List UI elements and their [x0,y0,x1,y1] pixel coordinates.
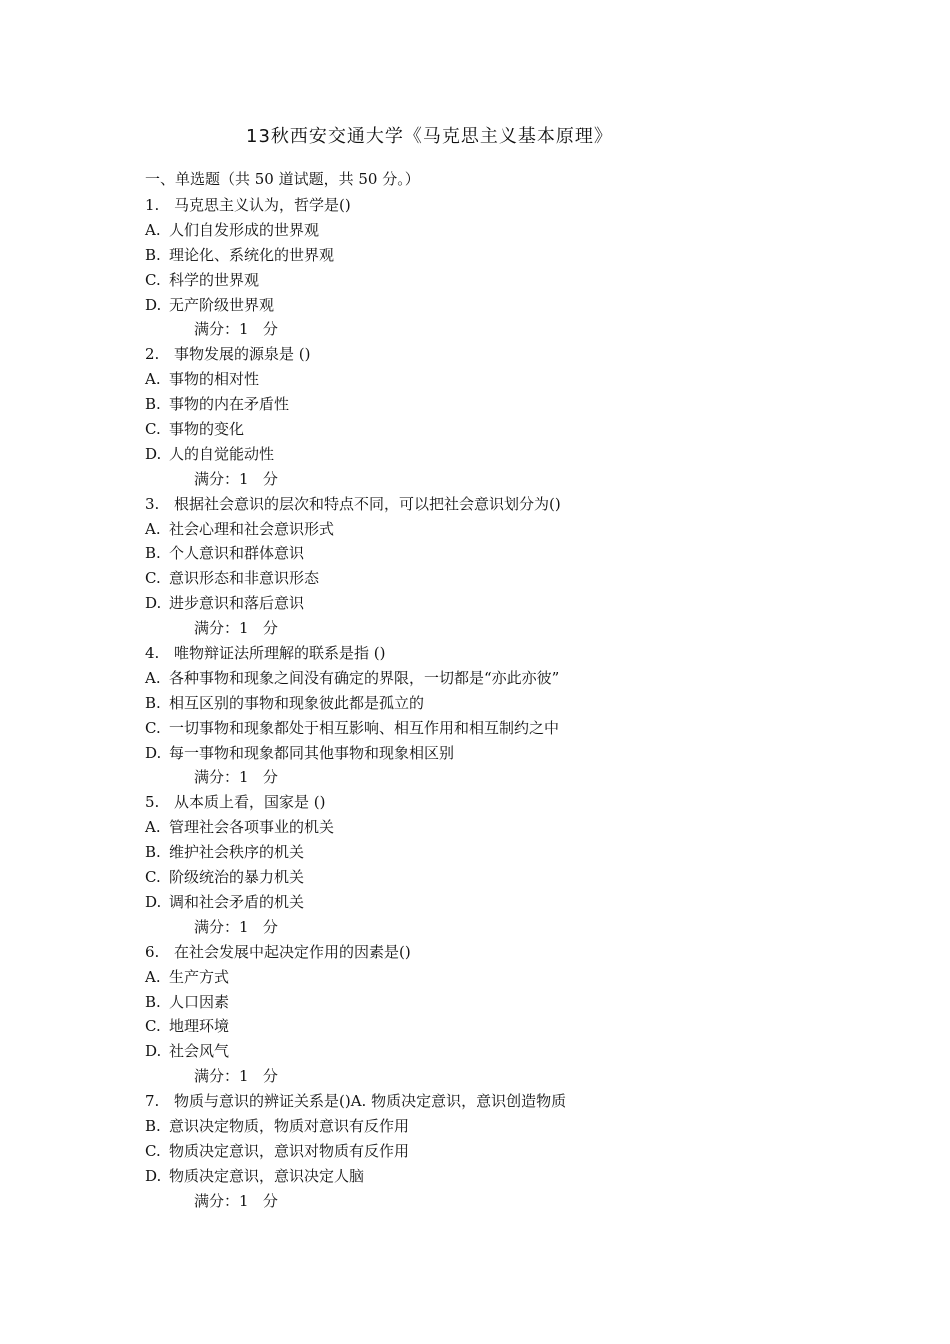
question-item [145,193,865,342]
answer-option [145,591,865,616]
option-letter: C. [145,270,161,289]
option-letter: B. [145,544,161,563]
option-text: 事物的变化 [169,420,245,439]
option-letter: C. [145,718,161,737]
option-letter: A. [145,668,161,687]
option-text: 理论化、系统化的世界观 [169,245,335,264]
option-letter: B. [145,992,161,1011]
question-list [145,193,865,1214]
answer-option [145,218,865,243]
answer-option [145,840,865,865]
option-text: 个人意识和群体意识 [169,544,305,563]
question-stem [145,492,865,517]
question-score [145,1064,865,1089]
option-text: 社会风气 [169,1042,230,1061]
answer-option [145,243,865,268]
answer-option [145,815,865,840]
question-stem [145,641,865,666]
option-letter: A. [145,967,161,986]
question-item [145,790,865,939]
question-item [145,342,865,491]
score-label: 满分： [194,768,240,787]
option-text: 意识决定物质，物质对意识有反作用 [169,1116,410,1135]
option-text: 社会心理和社会意识形式 [169,519,335,538]
option-letter: D. [145,1166,162,1185]
question-stem [145,1089,865,1114]
option-text: 意识形态和非意识形态 [169,569,320,588]
score-value: 1 [239,1191,249,1210]
score-label: 满分： [194,469,240,488]
answer-option [145,392,865,417]
score-label: 满分： [194,917,240,936]
option-letter: C. [145,1017,161,1036]
question-score [145,765,865,790]
answer-option [145,1014,865,1039]
option-text: 事物的内在矛盾性 [169,395,290,414]
option-text: 一切事物和现象都处于相互影响、相互作用和相互制约之中 [169,718,560,737]
option-letter: C. [145,420,161,439]
question-number: 1. [145,196,160,214]
option-letter: A. [145,519,161,538]
question-number: 7. [145,1092,160,1111]
answer-option [145,1164,865,1189]
question-stem [145,790,865,815]
option-text: 相互区别的事物和现象彼此都是孤立的 [169,693,425,712]
option-letter: D. [145,1042,162,1061]
option-letter: A. [145,220,161,239]
question-text: 事物发展的源泉是 () [174,345,311,364]
score-unit: 分 [262,619,278,638]
score-value: 1 [239,469,249,488]
option-text: 人口因素 [169,992,230,1011]
question-number: 2. [145,345,160,364]
option-text: 事物的相对性 [169,370,260,389]
answer-option [145,417,865,442]
option-letter: A. [145,818,161,837]
score-unit: 分 [262,1191,278,1210]
answer-option [145,566,865,591]
question-text: 从本质上看，国家是 () [174,793,326,812]
option-letter: B. [145,693,161,712]
option-text: 生产方式 [169,967,230,986]
answer-option [145,517,865,542]
option-text: 各种事物和现象之间没有确定的界限，一切都是“亦此亦彼” [169,668,560,687]
option-text: 管理社会各项事业的机关 [169,818,335,837]
option-letter: B. [145,1116,161,1135]
answer-option [145,268,865,293]
question-score [145,616,865,641]
answer-option [145,990,865,1015]
score-value: 1 [239,619,249,638]
score-unit: 分 [262,768,278,787]
document-title: 13秋西安交通大学《马克思主义基本原理》 [246,126,613,147]
option-letter: A. [145,370,161,389]
question-item [145,641,865,790]
answer-option [145,890,865,915]
question-number: 6. [145,942,160,961]
option-text: 人的自觉能动性 [169,444,275,463]
answer-option [145,865,865,890]
question-item [145,492,865,641]
option-text: 调和社会矛盾的机关 [169,892,305,911]
option-letter: D. [145,594,162,613]
answer-option [145,1039,865,1064]
answer-option [145,442,865,467]
answer-option [145,367,865,392]
answer-option [145,666,865,691]
score-label: 满分： [194,320,240,339]
answer-option [145,1139,865,1164]
option-text: 人们自发形成的世界观 [169,220,320,239]
option-letter: D. [145,444,162,463]
question-text: 唯物辩证法所理解的联系是指 () [174,644,386,663]
option-letter: C. [145,868,161,887]
option-letter: D. [145,295,162,314]
question-item [145,1089,865,1213]
answer-option [145,716,865,741]
option-text: 物质决定意识，意识决定人脑 [169,1166,365,1185]
answer-option [145,965,865,990]
question-score [145,317,865,342]
score-label: 满分： [194,619,240,638]
answer-option [145,1114,865,1139]
score-value: 1 [239,917,249,936]
option-text: 进步意识和落后意识 [169,594,305,613]
score-label: 满分： [194,1067,240,1086]
question-stem [145,940,865,965]
option-letter: D. [145,892,162,911]
score-unit: 分 [262,320,278,339]
score-value: 1 [239,1067,249,1086]
option-text: 物质决定意识，意识对物质有反作用 [169,1141,410,1160]
option-letter: B. [145,843,161,862]
score-value: 1 [239,768,249,787]
question-text: 在社会发展中起决定作用的因素是() [174,942,411,961]
score-unit: 分 [262,1067,278,1086]
question-score [145,467,865,492]
option-text: 阶级统治的暴力机关 [169,868,305,887]
question-score [145,1189,865,1214]
score-label: 满分： [194,1191,240,1210]
score-unit: 分 [262,917,278,936]
answer-option [145,293,865,318]
answer-option [145,741,865,766]
option-text: 每一事物和现象都同其他事物和现象相区别 [169,743,455,762]
question-score [145,915,865,940]
question-text: 物质与意识的辨证关系是()A. 物质决定意识，意识创造物质 [174,1092,567,1111]
question-text: 马克思主义认为，哲学是() [174,196,351,214]
question-text: 根据社会意识的层次和特点不同，可以把社会意识划分为() [174,494,561,513]
option-text: 无产阶级世界观 [169,295,275,314]
score-unit: 分 [262,469,278,488]
question-stem [145,342,865,367]
answer-option [145,541,865,566]
answer-option [145,691,865,716]
option-text: 维护社会秩序的机关 [169,843,305,862]
section-header: 一、单选题（共 50 道试题，共 50 分。） [145,170,420,188]
option-letter: C. [145,1141,161,1160]
option-letter: C. [145,569,161,588]
question-number: 4. [145,644,160,663]
option-letter: B. [145,245,161,264]
question-number: 3. [145,494,160,513]
score-value: 1 [239,320,249,339]
option-text: 地理环境 [169,1017,230,1036]
question-number: 5. [145,793,160,812]
question-stem [145,193,865,218]
option-letter: B. [145,395,161,414]
question-item [145,940,865,1089]
option-letter: D. [145,743,162,762]
option-text: 科学的世界观 [169,270,260,289]
